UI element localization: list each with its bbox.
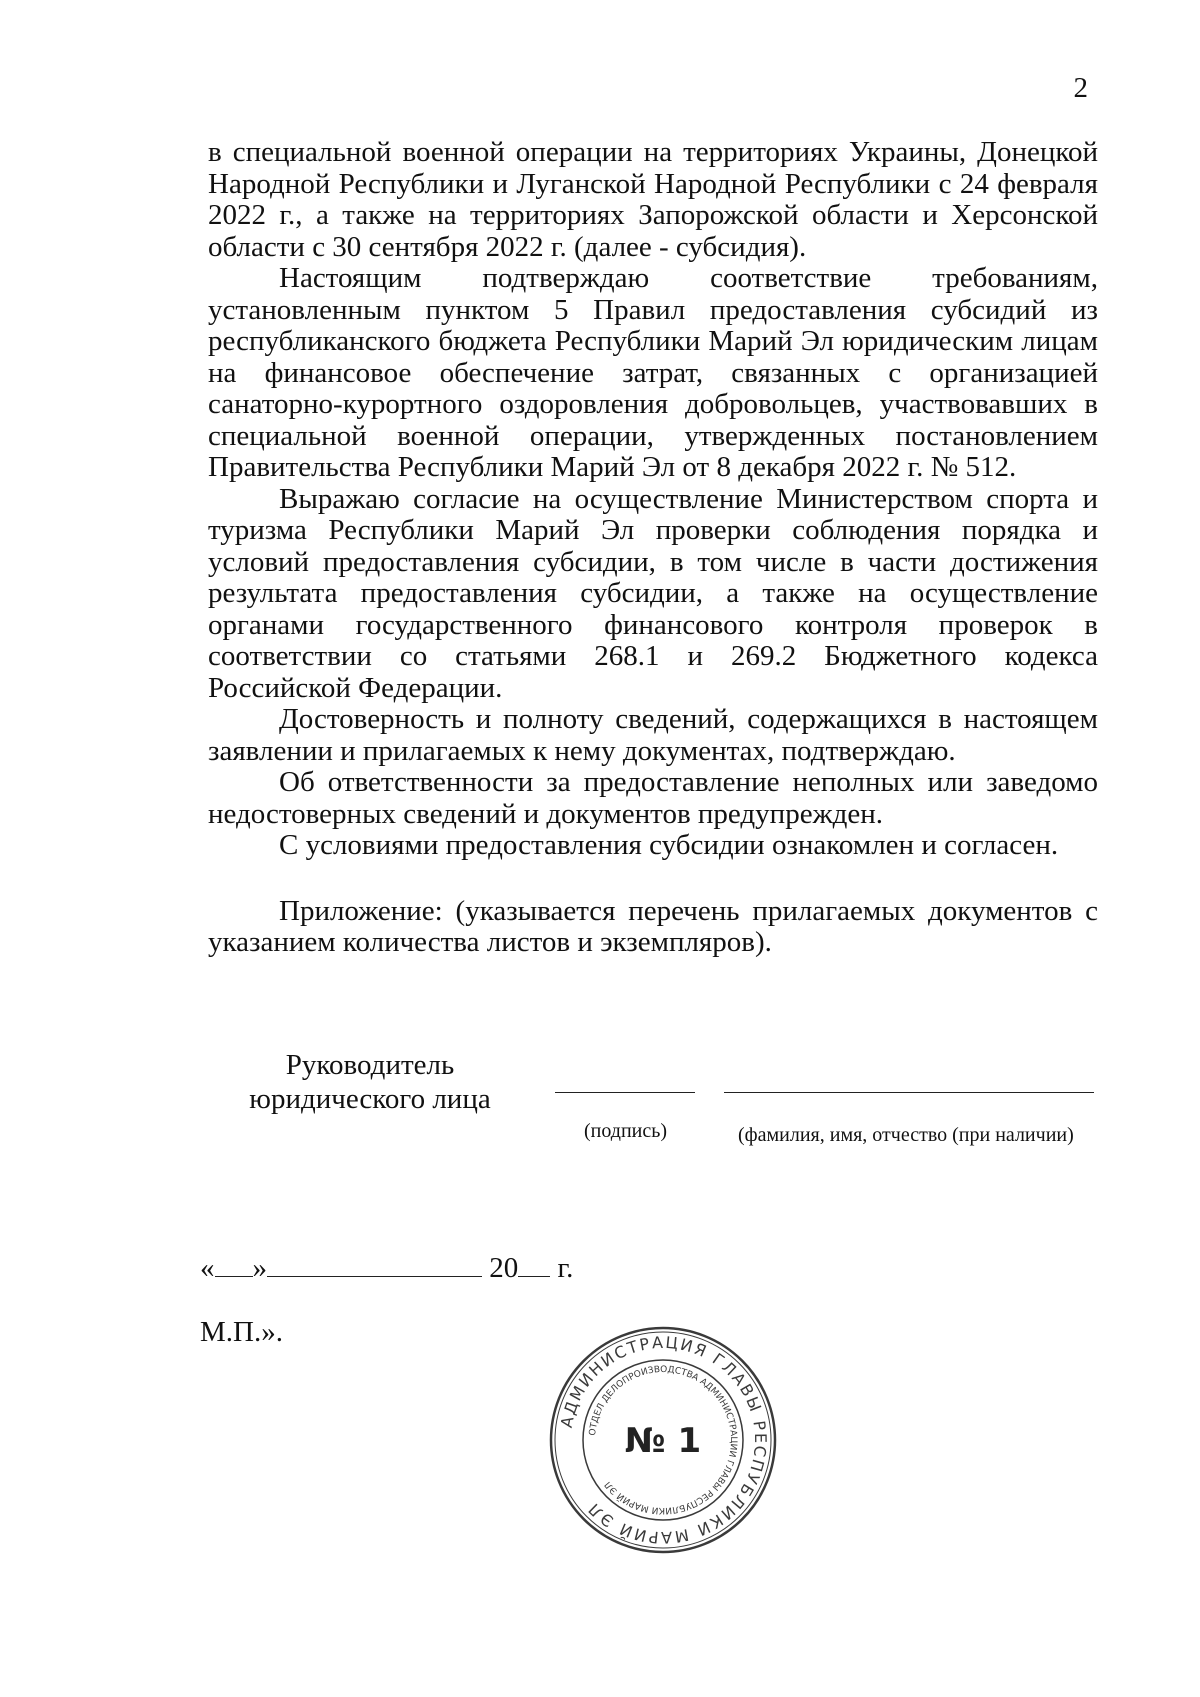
month-blank xyxy=(267,1276,482,1277)
date-open-quote: « xyxy=(200,1252,215,1284)
date-close-quote: » xyxy=(252,1252,267,1284)
year-prefix: 20 xyxy=(489,1252,519,1284)
stamp-number: № 1 xyxy=(624,1421,702,1461)
paragraph-conditions: С условиями предоставления субсидии ознакомлен и согласен. xyxy=(279,829,1059,861)
official-stamp xyxy=(548,1325,778,1555)
name-caption: (фамилия, имя, отчество (при наличии) xyxy=(738,1124,1074,1146)
body-text xyxy=(208,137,1098,959)
paragraph-continuation: в специальной военной операции на территориях Украины, Донецкой Народной Республики и Луганской Народной Республики с 24 февраля 2022 г., а также на территориях Запорожской области и Херсонской области с 30 сентября 2022 г. (далее - субсидия). xyxy=(208,136,1098,263)
day-blank xyxy=(215,1276,253,1277)
signature-line xyxy=(555,1092,695,1093)
paragraph-accuracy: Достоверность и полноту сведений, содержащихся в настоящем заявлении и прилагаемых к нему документах, подтверждаю. xyxy=(208,703,1098,767)
date-row xyxy=(200,1252,573,1285)
stamp-outer-text: АДМИНИСТРАЦИЯ ГЛАВЫ РЕСПУБЛИКИ МАРИЙ ЭЛ xyxy=(556,1332,771,1548)
paragraph-compliance: Настоящим подтверждаю соответствие требованиям, установленным пунктом 5 Правил предоставления субсидий из республиканского бюджета Республики Марий Эл юридическим лицам на финансовое обеспечение затрат, связанных с организацией санаторно-курортного оздоровления добровольцев, участвовавших в специальной военной операции, утвержденных постановлением Правительства Республики Марий Эл от 8 декабря 2022 г. № 512. xyxy=(208,262,1098,483)
signature-caption: (подпись) xyxy=(584,1120,668,1142)
stamp-inner-text: ОТДЕЛ ДЕЛОПРОИЗВОДСТВА АДМИНИСТРАЦИИ ГЛАВЫ РЕСПУБЛИКИ МАРИЙ ЭЛ xyxy=(588,1364,739,1516)
signatory-title xyxy=(240,1048,500,1116)
appendix-paragraph: Приложение: (указывается перечень прилагаемых документов с указанием количества листов и экземпляров). xyxy=(208,894,1098,958)
year-blank xyxy=(518,1276,550,1277)
paragraph-consent: Выражаю согласие на осуществление Министерством спорта и туризма Республики Марий Эл проверки соблюдения порядка и условий предоставления субсидии, в том числе в части достижения результата предоставления субсидии, а также на осуществление органами государственного финансового контроля проверок в соответствии со статьями 268.1 и 269.2 Бюджетного кодекса Российской Федерации. xyxy=(208,482,1098,704)
signatory-title-line1: Руководитель xyxy=(285,1049,455,1081)
paragraph-responsibility: Об ответственности за предоставление неполных или заведомо недостоверных сведений и документов предупрежден. xyxy=(208,766,1098,830)
year-suffix: г. xyxy=(557,1252,574,1284)
name-line xyxy=(724,1092,1094,1093)
signatory-title-line2: юридического лица xyxy=(249,1083,491,1115)
page-number: 2 xyxy=(1073,72,1088,104)
seal-place: М.П.». xyxy=(200,1316,283,1348)
